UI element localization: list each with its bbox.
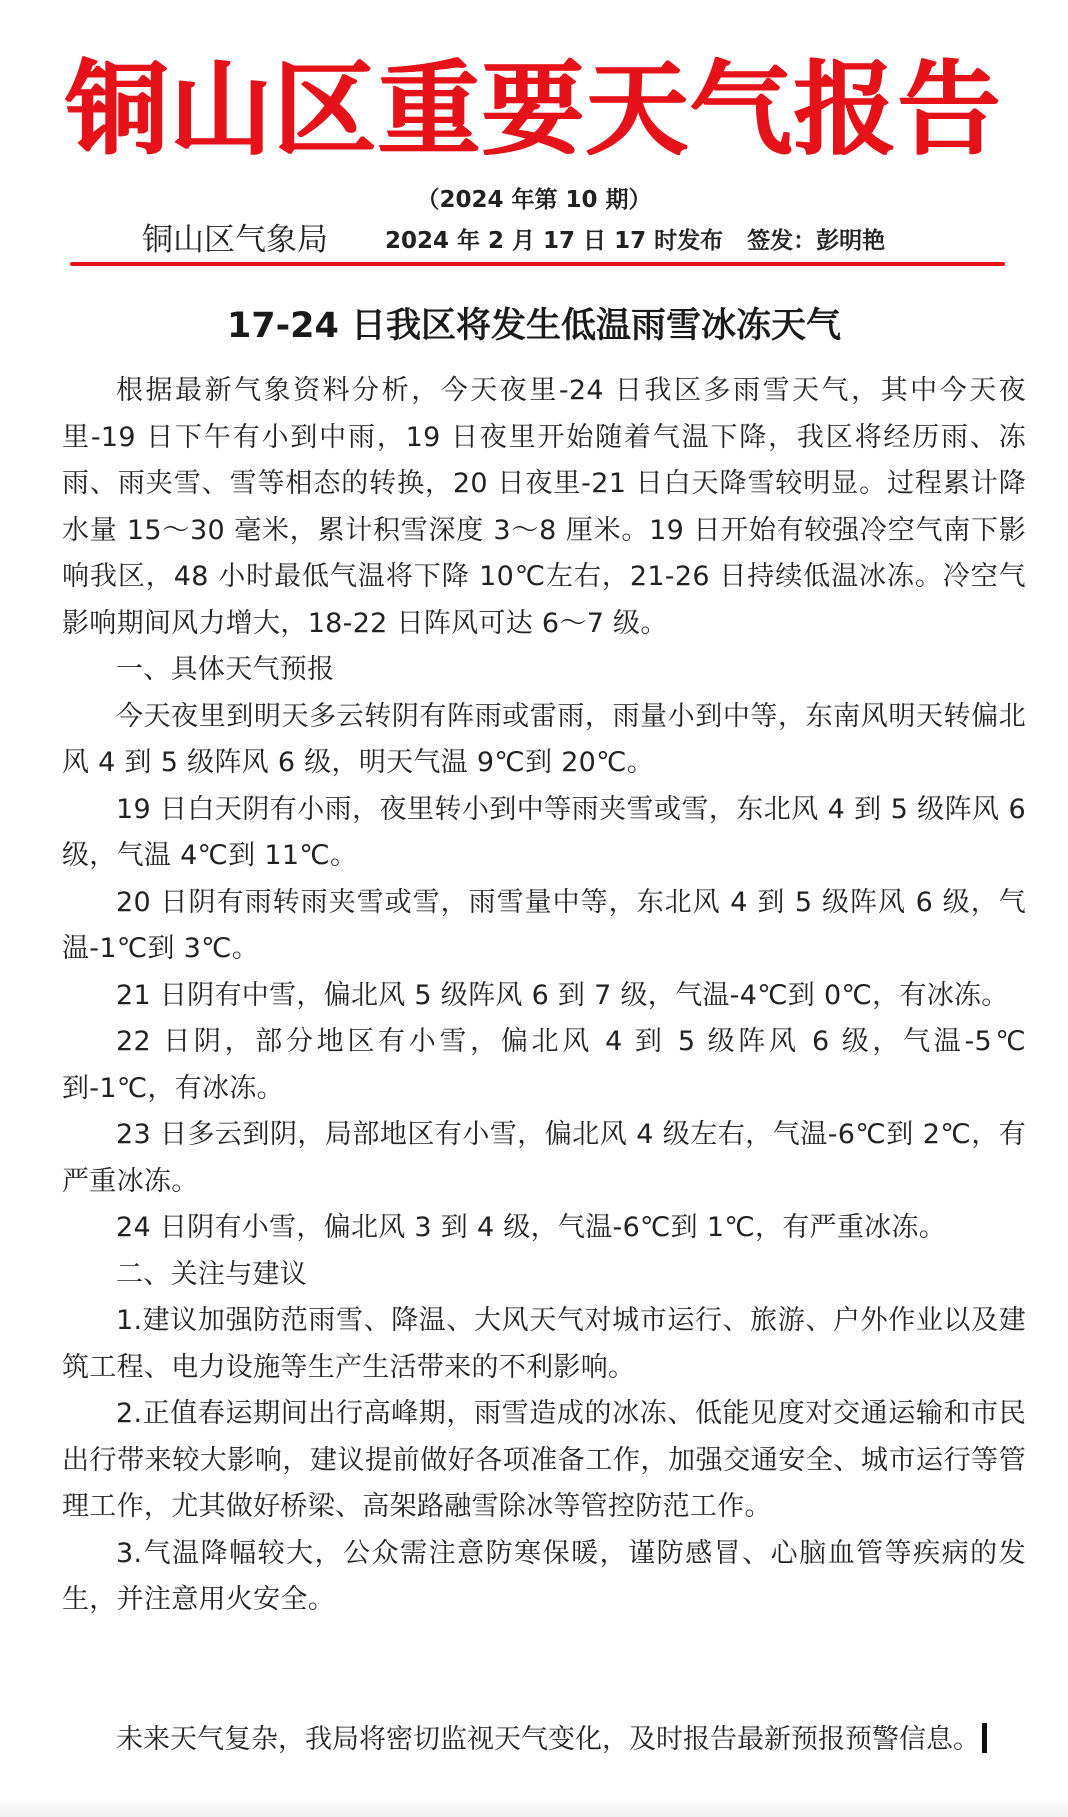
advice-item-1: 1.建议加强防范雨雪、降温、大风天气对城市运行、旅游、户外作业以及建筑工程、电力设施等生产生活带来的不利影响。 [62, 1305, 1026, 1383]
issuer-name: 铜山区气象局 [142, 222, 328, 258]
red-divider-rule [70, 262, 1005, 266]
closing-text: 未来天气复杂，我局将密切监视天气变化，及时报告最新预报预警信息。 [116, 1724, 980, 1755]
forecast-tonight-tomorrow: 今天夜里到明天多云转阴有阵雨或雷雨，雨量小到中等，东南风明天转偏北风 4 到 5 级阵风 6 级，明天气温 9℃到 20℃。 [62, 700, 1026, 778]
advice-item-3: 3.气温降幅较大，公众需注意防寒保暖，谨防感冒、心脑血管等疾病的发生，并注意用火安全。 [62, 1537, 1026, 1615]
forecast-day-19: 19 日白天阴有小雨，夜里转小到中等雨夹雪或雪，东北风 4 到 5 级阵风 6 级，气温 4℃到 11℃。 [62, 793, 1026, 871]
section-heading-advice: 二、关注与建议 [116, 1258, 308, 1290]
article-headline: 17-24 日我区将发生低温雨雪冰冻天气 [226, 306, 842, 346]
forecast-day-20: 20 日阴有雨转雨夹雪或雪，雨雪量中等，东北风 4 到 5 级阵风 6 级，气温-1℃到 3℃。 [62, 886, 1026, 964]
section-heading-forecast: 一、具体天气预报 [116, 654, 335, 685]
publish-time: 2024 年 2 月 17 日 17 时发布 [385, 228, 724, 254]
report-masthead: 铜山区重要天气报告 [66, 51, 1002, 170]
issue-info-line [0, 220, 1068, 260]
text-cursor [982, 1723, 987, 1753]
bottom-edge [0, 1802, 1068, 1817]
forecast-day-24: 24 日阴有小雪，偏北风 3 到 4 级，气温-6℃到 1℃，有严重冰冻。 [116, 1212, 947, 1243]
article-body [62, 368, 1026, 1624]
forecast-day-23: 23 日多云到阴，局部地区有小雪，偏北风 4 级左右，气温-6℃到 2℃，有严重冰冻。 [62, 1119, 1026, 1197]
publish-info [385, 224, 885, 258]
forecast-day-21: 21 日阴有中雪，偏北风 5 级阵风 6 到 7 级，气温-4℃到 0℃，有冰冻。 [116, 979, 1009, 1011]
closing-statement [62, 1717, 1026, 1763]
advice-item-2: 2.正值春运期间出行高峰期，雨雪造成的冰冻、低能见度对交通运输和市民出行带来较大影响，建议提前做好各项准备工作，加强交通安全、城市运行等管理工作，尤其做好桥梁、高架路融雪除冰等管控防范工作。 [62, 1398, 1026, 1522]
issue-number: （2024 年第 10 期） [416, 187, 652, 213]
signer: 签发：彭明艳 [747, 228, 886, 254]
intro-paragraph: 根据最新气象资料分析，今天夜里-24 日我区多雨雪天气，其中今天夜里-19 日下午有小到中雨，19 日夜里开始随着气温下降，我区将经历雨、冻雨、雨夹雪、雪等相态的转换，20 日夜里-21 日白天降雪较明显。过程累计降水量 15～30 毫米，累计积雪深度 3～8 厘米。19 日开始有较强冷空气南下影响我区，48 小时最低气温将下降 10℃左右，21-26 日持续低温冰冻。冷空气影响期间风力增大，18-22 日阵风可达 6～7 级。 [62, 375, 1027, 639]
forecast-day-22: 22 日阴，部分地区有小雪，偏北风 4 到 5 级阵风 6 级，气温-5℃到-1℃，有冰冻。 [62, 1026, 1026, 1104]
